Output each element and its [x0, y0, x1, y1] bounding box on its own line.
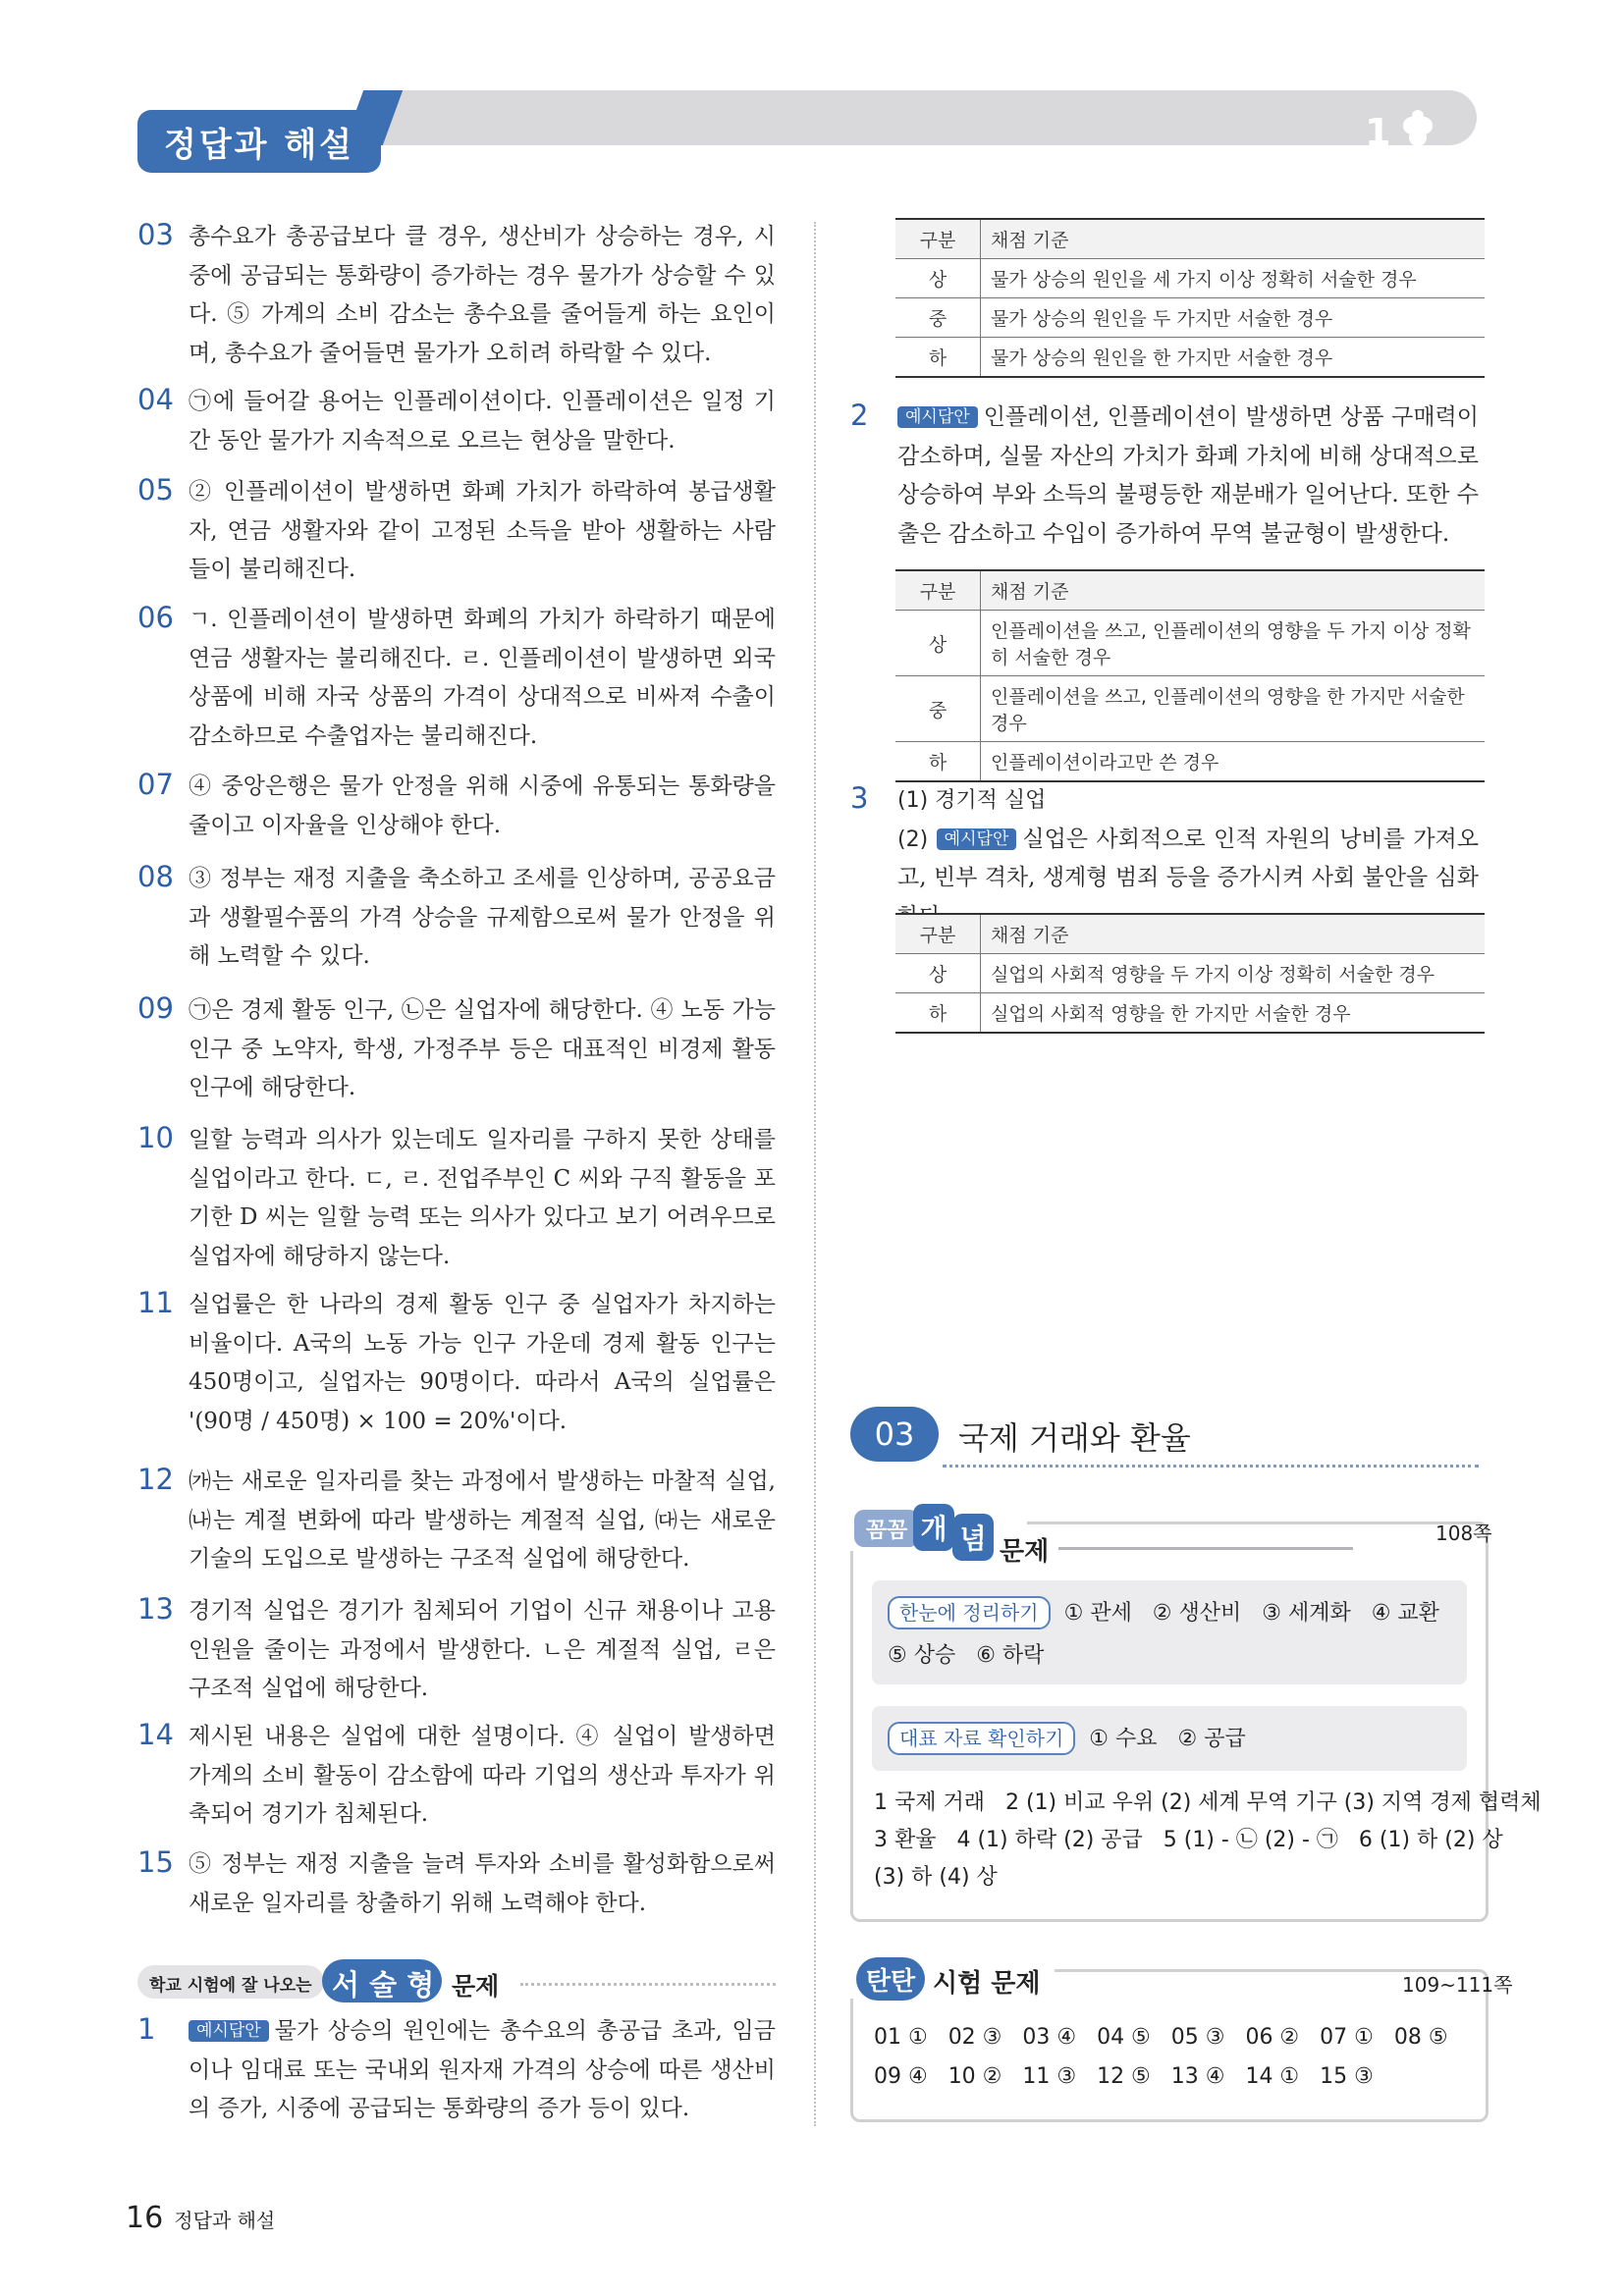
- question-item: [137, 768, 776, 845]
- grading-criterion: 인플레이션이라고만 쓴 경우: [981, 742, 1486, 782]
- exam-answers: [874, 2018, 1473, 2097]
- question-item: [137, 1592, 776, 1709]
- grade-level: 하: [895, 993, 981, 1034]
- question-explanation: ㈎는 새로운 일자리를 찾는 과정에서 발생하는 마찰적 실업, ㈏는 계절 변화에 따라 발생하는 계절적 실업, ㈐는 새로운 기술의 도입으로 발생하는 구조적 실업에 해당한다.: [189, 1468, 776, 1572]
- table-row: [895, 742, 1485, 782]
- question-number: 06: [137, 601, 174, 634]
- grading-criterion: 인플레이션을 쓰고, 인플레이션의 영향을 한 가지만 서술한 경우: [981, 676, 1486, 742]
- summary-tag: 한눈에 정리하기: [888, 1596, 1051, 1629]
- essay-item-2: [850, 399, 1479, 554]
- table-row: [895, 954, 1485, 993]
- question-number: 15: [137, 1845, 174, 1879]
- question-explanation: ③ 정부는 재정 지출을 축소하고 조세를 인상하며, 공공요금과 생활필수품의 가격 상승을 규제함으로써 물가 안정을 위해 노력할 수 있다.: [189, 866, 776, 969]
- question-explanation: 경기적 실업은 경기가 침체되어 기업이 신규 채용이나 고용 인원을 줄이는 과정에서 발생한다. ㄴ은 계절적 실업, ㄹ은 구조적 실업에 해당한다.: [189, 1598, 776, 1701]
- table-row: [895, 676, 1485, 742]
- concept-title-line: [1058, 1547, 1353, 1550]
- question-explanation: 총수요가 총공급보다 클 경우, 생산비가 상승하는 경우, 시중에 공급되는 통화량이 증가하는 경우 물가가 상승할 수 있다. ⑤ 가계의 소비 감소는 총수요를 줄어들게 하는 요인이며, 총수요가 줄어들면 물가가 오히려 하락할 수 있다.: [189, 224, 776, 366]
- page-number: 16: [126, 2201, 164, 2235]
- grading-table-1: [895, 218, 1485, 378]
- grade-level: 구분: [895, 570, 981, 611]
- exam-title: 시험 문제: [933, 1969, 1041, 1999]
- question-number: 04: [137, 383, 174, 416]
- section-number: 03: [850, 1407, 939, 1462]
- grade-level: 하: [895, 742, 981, 782]
- question-explanation: ④ 중앙은행은 물가 안정을 위해 시중에 유통되는 통화량을 줄이고 이자율을 인상해야 한다.: [189, 774, 776, 838]
- section-title-underline: [943, 1465, 1479, 1468]
- exam-label: 탄탄: [856, 1957, 925, 2001]
- question-item: [137, 473, 776, 590]
- grade-level: 하: [895, 338, 981, 378]
- question-explanation: 일할 능력과 의사가 있는데도 일자리를 구하지 못한 상태를 실업이라고 한다. ㄷ, ㄹ. 전업주부인 C 씨와 구직 활동을 포기한 D 씨는 일할 능력 또는 의사가 있다고 보기 어려우므로 실업자에 해당하지 않는다.: [189, 1127, 776, 1269]
- grading-criterion: 채점 기준: [981, 570, 1486, 611]
- grading-criterion: 채점 기준: [981, 914, 1486, 954]
- essay-item-1: [137, 2012, 776, 2129]
- exam-page-ref: 109~111쪽: [1402, 1973, 1513, 1997]
- summary-line1: ① 관세 ② 생산비 ③ 세계화 ④ 교환: [1063, 1601, 1439, 1626]
- summary-box: [872, 1580, 1467, 1684]
- question-explanation: ⑤ 정부는 재정 지출을 늘려 투자와 소비를 활성화함으로써 새로운 일자리를 창출하기 위해 노력해야 한다.: [189, 1851, 776, 1916]
- question-explanation: ㄱ. 인플레이션이 발생하면 화폐의 가치가 하락하기 때문에 연금 생활자는 불리해진다. ㄹ. 인플레이션이 발생하면 외국 상품에 비해 자국 상품의 가격이 상대적으로 비싸져 수출이 감소하므로 수출업자는 불리해진다.: [189, 607, 776, 749]
- grading-criterion: 실업의 사회적 영향을 한 가지만 서술한 경우: [981, 993, 1486, 1034]
- grade-level: 구분: [895, 914, 981, 954]
- essay-num: 2: [850, 399, 869, 432]
- grading-criterion: 물가 상승의 원인을 한 가지만 서술한 경우: [981, 338, 1486, 378]
- essay-suffix: 문제: [452, 1972, 500, 2001]
- essay-part2-prefix: (2): [897, 827, 929, 852]
- essay-section-header: [137, 1959, 785, 2002]
- table-row: [895, 259, 1485, 298]
- essay-num: 3: [850, 781, 869, 815]
- grade-level: 중: [895, 298, 981, 338]
- clover-icon: [1365, 110, 1435, 149]
- data-check-line: ① 수요 ② 공급: [1089, 1727, 1246, 1751]
- grade-level: 중: [895, 676, 981, 742]
- concept-label-c: 념: [952, 1514, 994, 1561]
- grading-criterion: 물가 상승의 원인을 두 가지만 서술한 경우: [981, 298, 1486, 338]
- question-explanation: 제시된 내용은 실업에 대한 설명이다. ④ 실업이 발생하면 가계의 소비 활동이 감소함에 따라 기업의 생산과 투자가 위축되어 경기가 침체된다.: [189, 1724, 776, 1827]
- grading-table-2: [895, 569, 1485, 782]
- page-title: 정답과 해설: [163, 125, 355, 165]
- question-number: 12: [137, 1463, 174, 1496]
- table-header-row: [895, 914, 1485, 954]
- header-bar: [373, 90, 1477, 145]
- column-divider: [814, 222, 816, 2126]
- question-item: [137, 1286, 776, 1441]
- table-row: [895, 298, 1485, 338]
- question-number: 03: [137, 218, 174, 251]
- grading-criterion: 채점 기준: [981, 219, 1486, 259]
- essay-text: 물가 상승의 원인에는 총수요의 총공급 초과, 임금이나 임대료 또는 국내외 원자재 가격의 상승에 따른 생산비의 증가, 시중에 공급되는 통화량의 증가 등이 있다.: [189, 2018, 776, 2121]
- grading-criterion: 물가 상승의 원인을 세 가지 이상 정확히 서술한 경우: [981, 259, 1486, 298]
- essay-text: 실업은 사회적으로 인적 자원의 낭비를 가져오고, 빈부 격차, 생계형 범죄 등을 증가시켜 사회 불안을 심화: [897, 826, 1479, 890]
- header-tab: [137, 110, 381, 173]
- concept-answer-line2: 3 환율 4 (1) 하락 (2) 공급 5 (1) - ㉡ (2) - ㉠ 6 (1) 하 (2) 상: [874, 1828, 1503, 1852]
- concept-label-a: 꼼꼼: [854, 1510, 919, 1547]
- question-item: [137, 601, 776, 756]
- data-check-tag: 대표 자료 확인하기: [888, 1722, 1075, 1755]
- question-item: [137, 1718, 776, 1835]
- question-number: 05: [137, 473, 174, 507]
- concept-page-ref: 108쪽: [1435, 1522, 1492, 1545]
- grading-table-3: [895, 913, 1485, 1034]
- grading-criterion: 인플레이션을 쓰고, 인플레이션의 영향을 두 가지 이상 정확히 서술한 경우: [981, 611, 1486, 676]
- table-row: [895, 993, 1485, 1034]
- question-number: 08: [137, 860, 174, 893]
- question-item: [137, 1463, 776, 1579]
- question-explanation: ㉠은 경제 활동 인구, ㉡은 실업자에 해당한다. ④ 노동 가능 인구 중 노약자, 학생, 가정주부 등은 대표적인 비경제 활동 인구에 해당한다.: [189, 997, 776, 1100]
- essay-pill-label: 서 술 형: [332, 1968, 435, 2002]
- question-item: [137, 383, 776, 460]
- concept-answers: [874, 1785, 1542, 1896]
- exam-answer-row1: 01 ① 02 ③ 03 ④ 04 ⑤ 05 ③ 06 ② 07 ① 08 ⑤: [874, 2025, 1448, 2050]
- table-row: [895, 338, 1485, 378]
- grading-criterion: 실업의 사회적 영향을 두 가지 이상 정확히 서술한 경우: [981, 954, 1486, 993]
- table-header-row: [895, 570, 1485, 611]
- question-item: [137, 860, 776, 977]
- footer: [126, 2201, 275, 2235]
- question-item: [137, 1845, 776, 1923]
- question-explanation: ② 인플레이션이 발생하면 화폐 가치가 하락하여 봉급생활자, 연금 생활자와 같이 고정된 소득을 받아 생활하는 사람들이 불리해진다.: [189, 479, 776, 582]
- summary-line2: ⑤ 상승 ⑥ 하락: [888, 1643, 1045, 1668]
- question-explanation: 실업률은 한 나라의 경제 활동 인구 중 실업자가 차지하는 비율이다. A국의 노동 가능 인구 가운데 경제 활동 인구는 450명이고, 실업자는 90명이다. 따라서 A국의 실업률은 '(90명 / 450명) × 100 = 20%'이다.: [189, 1292, 776, 1434]
- question-number: 13: [137, 1592, 174, 1626]
- question-item: [137, 1121, 776, 1276]
- example-answer-badge: 예시답안: [189, 2020, 269, 2042]
- concept-answer-line1: 1 국제 거래 2 (1) 비교 우위 (2) 세계 무역 기구 (3) 지역 경제 협력체: [874, 1790, 1542, 1815]
- question-number: 10: [137, 1121, 174, 1154]
- example-answer-badge: 예시답안: [897, 406, 978, 428]
- example-answer-badge: 예시답안: [937, 828, 1017, 850]
- essay-prefix: 학교 시험에 잘 나오는: [149, 1976, 312, 1996]
- data-check-box: [872, 1706, 1467, 1771]
- question-number: 11: [137, 1286, 174, 1319]
- question-number: 14: [137, 1718, 174, 1751]
- table-header-row: [895, 219, 1485, 259]
- question-number: 09: [137, 991, 174, 1025]
- footer-label: 정답과 해설: [174, 2209, 276, 2232]
- table-row: [895, 611, 1485, 676]
- concept-label-b: 개: [913, 1504, 954, 1551]
- grade-level: 상: [895, 611, 981, 676]
- svg-text:1: 1: [1365, 111, 1391, 149]
- essay-part1: (1) 경기적 실업: [897, 788, 1047, 813]
- question-explanation: ㉠에 들어갈 용어는 인플레이션이다. 인플레이션은 일정 기간 동안 물가가 지속적으로 오르는 현상을 말한다.: [189, 389, 776, 454]
- grade-level: 구분: [895, 219, 981, 259]
- question-item: [137, 991, 776, 1108]
- concept-answer-line3: (3) 하 (4) 상: [874, 1865, 998, 1890]
- grade-level: 상: [895, 954, 981, 993]
- section-title: 국제 거래와 환율: [958, 1419, 1191, 1457]
- exam-answer-row2: 09 ④ 10 ② 11 ③ 12 ⑤ 13 ④ 14 ① 15 ③: [874, 2064, 1374, 2089]
- essay-num: 1: [137, 2012, 156, 2046]
- question-item: [137, 218, 776, 373]
- essay-text: 인플레이션, 인플레이션이 발생하면 상품 구매력이 감소하며, 실물 자산의 가치가 화폐 가치에 비해 상대적으로 상승하여 부와 소득의 불평등한 재분배가 일어난다. 또한 수출은 감소하고 수입이 증가하여 무역 불균형이 발생한다.: [897, 404, 1479, 547]
- concept-title: 문제: [1000, 1537, 1050, 1567]
- question-number: 07: [137, 768, 174, 801]
- grade-level: 상: [895, 259, 981, 298]
